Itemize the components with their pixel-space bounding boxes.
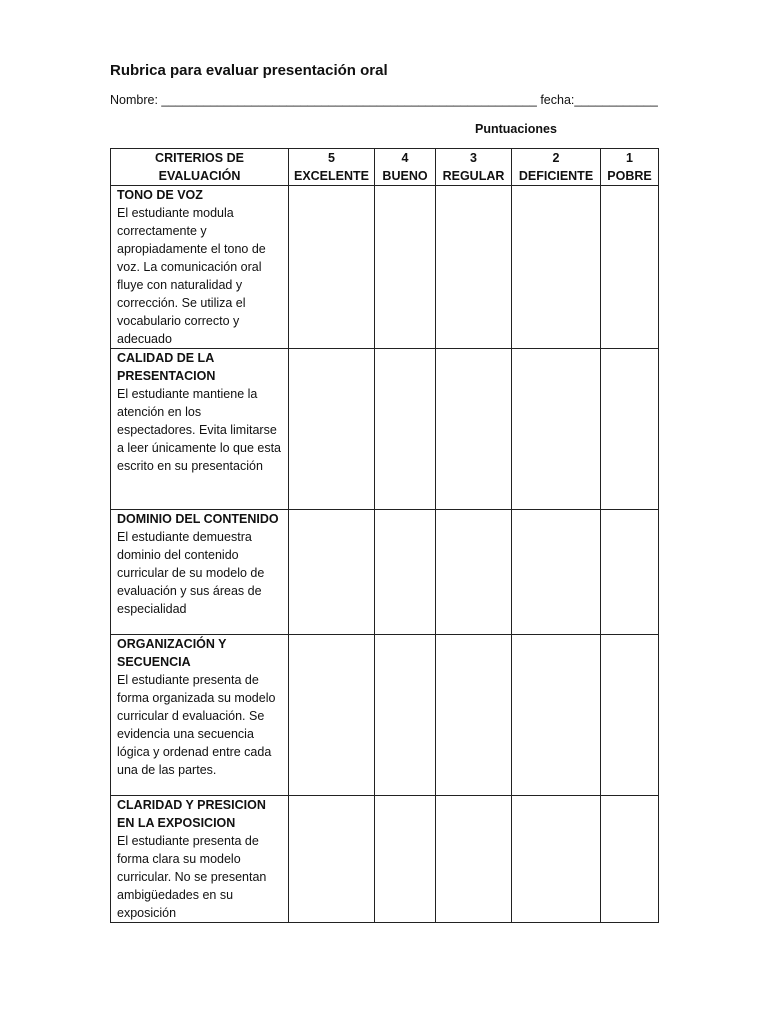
column-label: BUENO bbox=[382, 169, 428, 183]
score-cell-5[interactable] bbox=[289, 635, 375, 796]
criterion-heading: DOMINIO DEL CONTENIDO bbox=[117, 512, 279, 526]
header-row bbox=[111, 149, 659, 186]
column-header bbox=[436, 149, 512, 186]
criterion-cell bbox=[111, 510, 289, 635]
page-title: Rubrica para evaluar presentación oral bbox=[110, 62, 388, 79]
score-cell-5[interactable] bbox=[289, 349, 375, 510]
criterion-description: El estudiante mantiene la atención en los espectadores. Evita limitarse a leer únicamente lo que esta escrito en su presentación bbox=[117, 387, 281, 473]
score-cell-4[interactable] bbox=[375, 349, 436, 510]
score-cell-4[interactable] bbox=[375, 510, 436, 635]
fecha-label: fecha: bbox=[540, 93, 575, 107]
column-label: REGULAR bbox=[442, 169, 505, 183]
criterion-cell bbox=[111, 186, 289, 349]
criterion-heading: CALIDAD DE LA PRESENTACION bbox=[117, 351, 216, 383]
column-header bbox=[375, 149, 436, 186]
score-cell-4[interactable] bbox=[375, 796, 436, 923]
score-cell-2[interactable] bbox=[512, 796, 601, 923]
criterion-heading: TONO DE VOZ bbox=[117, 188, 203, 202]
column-label: POBRE bbox=[607, 169, 652, 183]
column-label: DEFICIENTE bbox=[518, 169, 594, 183]
criterion-description: El estudiante demuestra dominio del contenido curricular de su modelo de evaluación y sus áreas de especialidad bbox=[117, 530, 265, 616]
nombre-blank: ______________________________________________________ bbox=[161, 93, 537, 107]
column-label: EXCELENTE bbox=[293, 169, 369, 183]
score-cell-5[interactable] bbox=[289, 510, 375, 635]
table-row bbox=[111, 635, 659, 796]
table-row bbox=[111, 349, 659, 510]
column-score: 5 bbox=[328, 151, 335, 165]
column-score: 3 bbox=[470, 151, 477, 165]
score-cell-2[interactable] bbox=[512, 186, 601, 349]
score-cell-3[interactable] bbox=[436, 635, 512, 796]
score-cell-4[interactable] bbox=[375, 186, 436, 349]
scores-heading: Puntuaciones bbox=[475, 122, 557, 136]
score-cell-5[interactable] bbox=[289, 186, 375, 349]
column-header bbox=[289, 149, 375, 186]
criterion-description: El estudiante presenta de forma organizada su modelo curricular d evaluación. Se evidencia una secuencia lógica y ordenad entre cada una de las partes. bbox=[117, 673, 276, 777]
column-score: 1 bbox=[626, 151, 633, 165]
name-date-line bbox=[110, 93, 658, 107]
score-cell-1[interactable] bbox=[601, 349, 659, 510]
table-row bbox=[111, 796, 659, 923]
criterion-heading: CLARIDAD Y PRESICION EN LA EXPOSICION bbox=[117, 798, 266, 830]
score-cell-3[interactable] bbox=[436, 510, 512, 635]
score-cell-3[interactable] bbox=[436, 186, 512, 349]
criterion-description: El estudiante modula correctamente y apropiadamente el tono de voz. La comunicación oral fluye con naturalidad y corrección. Se utiliza el vocabulario correcto y adecuado bbox=[117, 206, 266, 346]
score-cell-2[interactable] bbox=[512, 349, 601, 510]
score-cell-3[interactable] bbox=[436, 796, 512, 923]
score-cell-1[interactable] bbox=[601, 796, 659, 923]
score-cell-3[interactable] bbox=[436, 349, 512, 510]
nombre-label: Nombre: bbox=[110, 93, 158, 107]
score-cell-1[interactable] bbox=[601, 510, 659, 635]
score-cell-5[interactable] bbox=[289, 796, 375, 923]
column-score: 2 bbox=[552, 151, 560, 165]
score-cell-2[interactable] bbox=[512, 510, 601, 635]
column-score: 4 bbox=[401, 151, 409, 165]
criteria-header: CRITERIOS DE EVALUACIÓN bbox=[111, 149, 289, 186]
criterion-description: El estudiante presenta de forma clara su modelo curricular. No se presentan ambigüedades en su exposición bbox=[117, 834, 267, 920]
criterion-cell bbox=[111, 349, 289, 510]
score-cell-1[interactable] bbox=[601, 186, 659, 349]
column-header bbox=[512, 149, 601, 186]
rubric-table bbox=[110, 148, 659, 923]
score-cell-1[interactable] bbox=[601, 635, 659, 796]
table-row bbox=[111, 186, 659, 349]
score-cell-2[interactable] bbox=[512, 635, 601, 796]
fecha-blank: ____________ bbox=[574, 93, 658, 107]
score-cell-4[interactable] bbox=[375, 635, 436, 796]
criterion-heading: ORGANIZACIÓN Y SECUENCIA bbox=[117, 637, 227, 669]
criterion-cell bbox=[111, 635, 289, 796]
table-row bbox=[111, 510, 659, 635]
criterion-cell bbox=[111, 796, 289, 923]
column-header bbox=[601, 149, 659, 186]
